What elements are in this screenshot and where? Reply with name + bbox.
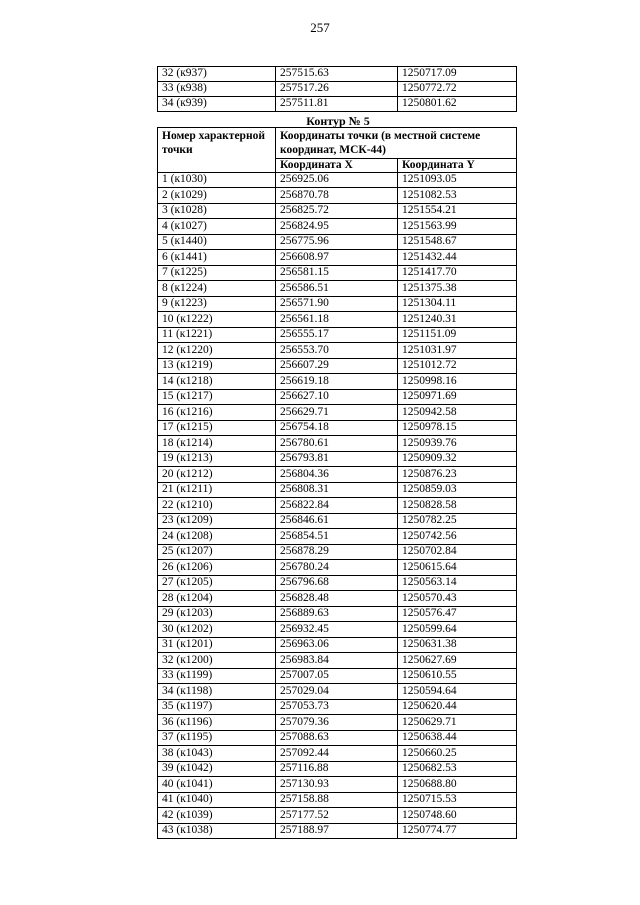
- coord-x-cell: 256581.15: [276, 265, 398, 281]
- coord-x-cell: 256878.29: [276, 544, 398, 560]
- coord-x-cell: 256963.06: [276, 637, 398, 653]
- coord-x-cell: 257515.63: [276, 67, 398, 82]
- coord-x-cell: 256571.90: [276, 296, 398, 312]
- table-row: [158, 281, 517, 297]
- coord-x-cell: 256796.68: [276, 575, 398, 591]
- coord-y-cell: 1250978.15: [398, 420, 517, 436]
- coord-y-cell: 1250782.25: [398, 513, 517, 529]
- coord-y-cell: 1250615.64: [398, 560, 517, 576]
- coord-y-cell: 1250660.25: [398, 746, 517, 762]
- point-number-cell: 38 (к1043): [158, 746, 276, 762]
- coord-y-cell: 1250774.77: [398, 823, 517, 839]
- coord-y-cell: 1250715.53: [398, 792, 517, 808]
- coord-x-cell: 257116.88: [276, 761, 398, 777]
- point-number-cell: 24 (к1208): [158, 529, 276, 545]
- table-row: [158, 637, 517, 653]
- coord-y-cell: 1250717.09: [398, 67, 517, 82]
- coord-y-cell: 1250748.60: [398, 808, 517, 824]
- coord-y-cell: 1250563.14: [398, 575, 517, 591]
- coord-y-cell: 1250801.62: [398, 97, 517, 112]
- coord-x-cell: 256780.61: [276, 436, 398, 452]
- coord-x-cell: 256854.51: [276, 529, 398, 545]
- coord-y-cell: 1250576.47: [398, 606, 517, 622]
- point-number-cell: 41 (к1040): [158, 792, 276, 808]
- coord-y-cell: 1250682.53: [398, 761, 517, 777]
- table-row: [158, 451, 517, 467]
- coord-x-cell: 256775.96: [276, 234, 398, 250]
- coord-y-cell: 1250631.38: [398, 637, 517, 653]
- coord-y-cell: 1250939.76: [398, 436, 517, 452]
- table-row: [158, 343, 517, 359]
- coord-x-cell: 256607.29: [276, 358, 398, 374]
- coord-x-cell: 256586.51: [276, 281, 398, 297]
- table-row: [158, 622, 517, 638]
- table-row: [158, 219, 517, 235]
- table-row: [158, 730, 517, 746]
- table-row: [158, 606, 517, 622]
- coord-x-cell: 256627.10: [276, 389, 398, 405]
- coord-x-cell: 257511.81: [276, 97, 398, 112]
- table-row: [158, 389, 517, 405]
- coord-y-cell: 1251304.11: [398, 296, 517, 312]
- coord-y-cell: 1251563.99: [398, 219, 517, 235]
- table-row: [158, 436, 517, 452]
- point-number-cell: 34 (к939): [158, 97, 276, 112]
- point-number-cell: 39 (к1042): [158, 761, 276, 777]
- table-row: [158, 82, 517, 97]
- table-row: [158, 420, 517, 436]
- coord-y-cell: 1250971.69: [398, 389, 517, 405]
- table-row: [158, 808, 517, 824]
- point-number-header: Номер характерной точки: [158, 128, 276, 173]
- coord-x-cell: 256754.18: [276, 420, 398, 436]
- point-number-cell: 12 (к1220): [158, 343, 276, 359]
- coord-x-cell: 256619.18: [276, 374, 398, 390]
- contour-title: Контур № 5: [306, 114, 370, 128]
- table-row: [158, 653, 517, 669]
- point-number-cell: 26 (к1206): [158, 560, 276, 576]
- coord-x-cell: 257007.05: [276, 668, 398, 684]
- point-number-cell: 1 (к1030): [158, 172, 276, 188]
- coord-x-cell: 256932.45: [276, 622, 398, 638]
- point-number-cell: 25 (к1207): [158, 544, 276, 560]
- coord-y-cell: 1250876.23: [398, 467, 517, 483]
- table-row: [158, 203, 517, 219]
- point-number-cell: 33 (к938): [158, 82, 276, 97]
- table-row: [158, 792, 517, 808]
- point-number-cell: 2 (к1029): [158, 188, 276, 204]
- continued-coordinates-table: [157, 66, 517, 112]
- coord-y-header: Координата Y: [398, 158, 517, 172]
- point-number-cell: 13 (к1219): [158, 358, 276, 374]
- point-number-cell: 32 (к1200): [158, 653, 276, 669]
- header-row-top: [158, 128, 517, 159]
- table-row: [158, 234, 517, 250]
- coord-x-header: Координата X: [276, 158, 398, 172]
- coord-x-cell: 256828.48: [276, 591, 398, 607]
- point-number-cell: 21 (к1211): [158, 482, 276, 498]
- point-number-cell: 19 (к1213): [158, 451, 276, 467]
- coord-x-cell: 256825.72: [276, 203, 398, 219]
- table-row: [158, 265, 517, 281]
- coord-y-cell: 1250610.55: [398, 668, 517, 684]
- coord-x-cell: 257029.04: [276, 684, 398, 700]
- coord-x-cell: 257092.44: [276, 746, 398, 762]
- point-number-cell: 18 (к1214): [158, 436, 276, 452]
- point-number-cell: 31 (к1201): [158, 637, 276, 653]
- coord-y-cell: 1250629.71: [398, 715, 517, 731]
- coord-x-cell: 256870.78: [276, 188, 398, 204]
- table-row: [158, 823, 517, 839]
- point-number-cell: 34 (к1198): [158, 684, 276, 700]
- table-row: [158, 668, 517, 684]
- table-row: [158, 172, 517, 188]
- point-number-cell: 43 (к1038): [158, 823, 276, 839]
- coord-y-cell: 1251082.53: [398, 188, 517, 204]
- coordinates-header: Координаты точки (в местной системе координат, МСК-44): [276, 128, 517, 159]
- coord-y-cell: 1251375.38: [398, 281, 517, 297]
- point-number-cell: 11 (к1221): [158, 327, 276, 343]
- coord-x-cell: 256608.97: [276, 250, 398, 266]
- coord-x-cell: 257053.73: [276, 699, 398, 715]
- table-row: [158, 715, 517, 731]
- coord-x-cell: 257079.36: [276, 715, 398, 731]
- coord-y-cell: 1250570.43: [398, 591, 517, 607]
- coord-y-cell: 1250620.44: [398, 699, 517, 715]
- contour-coordinates-table: [157, 127, 517, 839]
- coord-y-cell: 1250594.64: [398, 684, 517, 700]
- table-row: [158, 374, 517, 390]
- coord-y-cell: 1250909.32: [398, 451, 517, 467]
- point-number-cell: 6 (к1441): [158, 250, 276, 266]
- coord-x-cell: 256846.61: [276, 513, 398, 529]
- point-number-cell: 40 (к1041): [158, 777, 276, 793]
- table-row: [158, 482, 517, 498]
- coord-x-cell: 256925.06: [276, 172, 398, 188]
- coord-y-cell: 1251093.05: [398, 172, 517, 188]
- point-number-cell: 4 (к1027): [158, 219, 276, 235]
- coord-y-cell: 1251554.21: [398, 203, 517, 219]
- point-number-cell: 29 (к1203): [158, 606, 276, 622]
- point-number-cell: 17 (к1215): [158, 420, 276, 436]
- table-header: [158, 128, 517, 173]
- table-row: [158, 513, 517, 529]
- coord-x-cell: 256780.24: [276, 560, 398, 576]
- coord-y-cell: 1250859.03: [398, 482, 517, 498]
- table-row: [158, 684, 517, 700]
- table-row: [158, 746, 517, 762]
- point-number-cell: 22 (к1210): [158, 498, 276, 514]
- coord-y-cell: 1251432.44: [398, 250, 517, 266]
- coord-x-cell: 256553.70: [276, 343, 398, 359]
- table-row: [158, 498, 517, 514]
- coord-y-cell: 1250998.16: [398, 374, 517, 390]
- point-number-cell: 3 (к1028): [158, 203, 276, 219]
- table-row: [158, 97, 517, 112]
- coord-x-cell: 257517.26: [276, 82, 398, 97]
- point-number-cell: 42 (к1039): [158, 808, 276, 824]
- point-number-cell: 28 (к1204): [158, 591, 276, 607]
- point-number-cell: 10 (к1222): [158, 312, 276, 328]
- coord-x-cell: 256804.36: [276, 467, 398, 483]
- coord-y-cell: 1250638.44: [398, 730, 517, 746]
- coord-y-cell: 1250599.64: [398, 622, 517, 638]
- table-row: [158, 529, 517, 545]
- coord-x-cell: 256561.18: [276, 312, 398, 328]
- point-number-cell: 20 (к1212): [158, 467, 276, 483]
- point-number-cell: 9 (к1223): [158, 296, 276, 312]
- table-body: [158, 172, 517, 839]
- coord-y-cell: 1251031.97: [398, 343, 517, 359]
- coord-x-cell: 256824.95: [276, 219, 398, 235]
- coord-x-cell: 256793.81: [276, 451, 398, 467]
- point-number-cell: 37 (к1195): [158, 730, 276, 746]
- coord-y-cell: 1250942.58: [398, 405, 517, 421]
- coord-x-cell: 256629.71: [276, 405, 398, 421]
- coord-y-cell: 1251548.67: [398, 234, 517, 250]
- coord-y-cell: 1250772.72: [398, 82, 517, 97]
- table-row: [158, 67, 517, 82]
- point-number-cell: 14 (к1218): [158, 374, 276, 390]
- coord-x-cell: 257188.97: [276, 823, 398, 839]
- coord-y-cell: 1251417.70: [398, 265, 517, 281]
- page-number: 257: [310, 20, 330, 35]
- point-number-cell: 7 (к1225): [158, 265, 276, 281]
- table-row: [158, 560, 517, 576]
- point-number-cell: 5 (к1440): [158, 234, 276, 250]
- coord-x-cell: 257130.93: [276, 777, 398, 793]
- coord-y-cell: 1251240.31: [398, 312, 517, 328]
- table-row: [158, 467, 517, 483]
- point-number-cell: 23 (к1209): [158, 513, 276, 529]
- point-number-cell: 8 (к1224): [158, 281, 276, 297]
- coord-x-cell: 256822.84: [276, 498, 398, 514]
- table-row: [158, 405, 517, 421]
- table-row: [158, 250, 517, 266]
- table-row: [158, 296, 517, 312]
- coord-x-cell: 256555.17: [276, 327, 398, 343]
- table-row: [158, 777, 517, 793]
- coord-y-cell: 1250627.69: [398, 653, 517, 669]
- coord-x-cell: 256889.63: [276, 606, 398, 622]
- coord-y-cell: 1250742.56: [398, 529, 517, 545]
- table-row: [158, 544, 517, 560]
- coord-x-cell: 257177.52: [276, 808, 398, 824]
- point-number-cell: 33 (к1199): [158, 668, 276, 684]
- coord-y-cell: 1250702.84: [398, 544, 517, 560]
- table-row: [158, 188, 517, 204]
- continued-rows: [158, 67, 517, 112]
- coord-y-cell: 1251012.72: [398, 358, 517, 374]
- table-row: [158, 312, 517, 328]
- point-number-cell: 30 (к1202): [158, 622, 276, 638]
- table-row: [158, 699, 517, 715]
- coord-x-cell: 256983.84: [276, 653, 398, 669]
- coord-x-cell: 257158.88: [276, 792, 398, 808]
- coord-y-cell: 1250688.80: [398, 777, 517, 793]
- point-number-cell: 15 (к1217): [158, 389, 276, 405]
- table-row: [158, 591, 517, 607]
- table-row: [158, 327, 517, 343]
- point-number-cell: 36 (к1196): [158, 715, 276, 731]
- coord-y-cell: 1250828.58: [398, 498, 517, 514]
- point-number-cell: 32 (к937): [158, 67, 276, 82]
- coord-x-cell: 256808.31: [276, 482, 398, 498]
- table-row: [158, 575, 517, 591]
- point-number-cell: 16 (к1216): [158, 405, 276, 421]
- table-row: [158, 761, 517, 777]
- coord-y-cell: 1251151.09: [398, 327, 517, 343]
- coord-x-cell: 257088.63: [276, 730, 398, 746]
- point-number-cell: 27 (к1205): [158, 575, 276, 591]
- table-row: [158, 358, 517, 374]
- point-number-cell: 35 (к1197): [158, 699, 276, 715]
